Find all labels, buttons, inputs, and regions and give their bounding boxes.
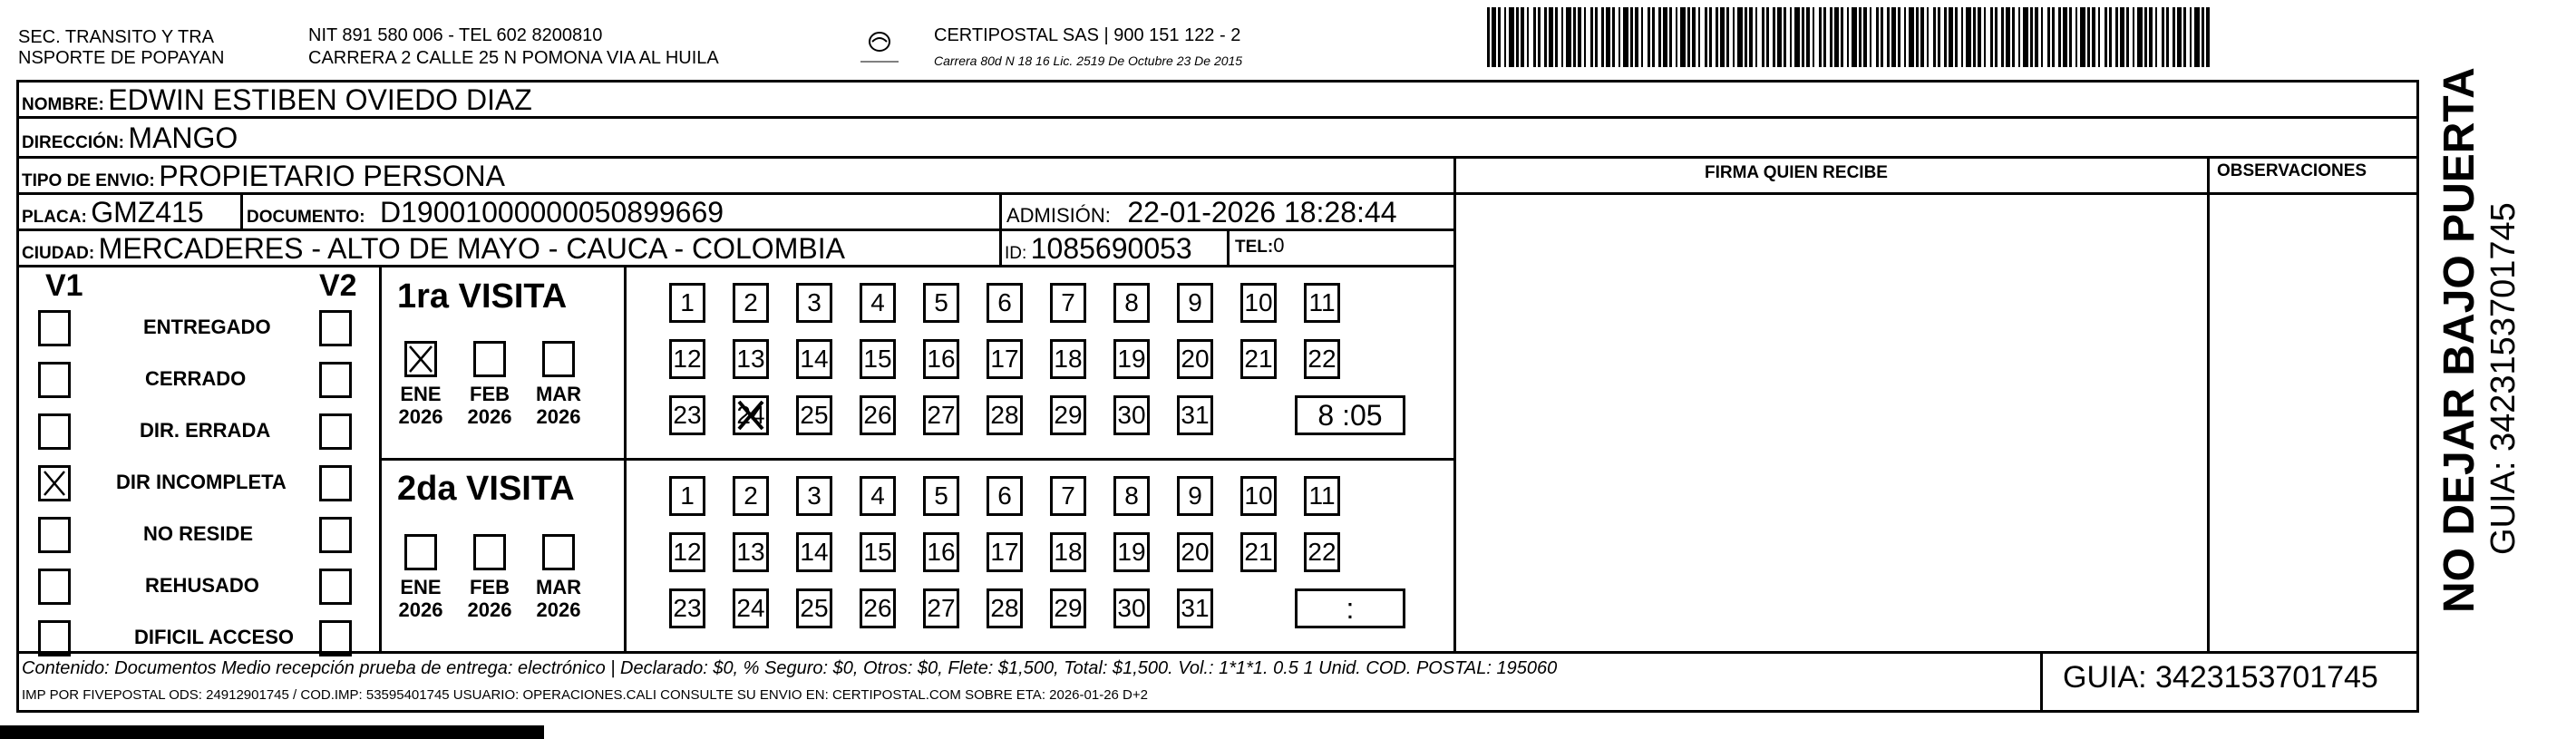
v2-checkbox[interactable]	[319, 517, 352, 553]
visit1-day-box[interactable]: 8	[1113, 283, 1150, 323]
visit2-day-box[interactable]: 21	[1240, 532, 1277, 572]
visit1-title: 1ra VISITA	[397, 277, 568, 316]
status-label: DIR INCOMPLETA	[116, 471, 287, 493]
visit1-day-box[interactable]: 31	[1177, 395, 1213, 435]
visit2-day-box[interactable]: 7	[1050, 476, 1086, 516]
visit2-day-box[interactable]: 4	[860, 476, 896, 516]
placa-value: GMZ415	[91, 196, 204, 229]
v1-checkbox[interactable]	[38, 310, 71, 346]
visit1-day-box[interactable]: 12	[669, 339, 705, 379]
sender-nit: NIT 891 580 006 - TEL 602 8200810	[308, 25, 603, 45]
visit2-day-box[interactable]: 24	[733, 588, 769, 628]
visit2-title: 2da VISITA	[397, 470, 575, 508]
documento-label: DOCUMENTO:	[247, 208, 365, 227]
visit1-day-box[interactable]: 19	[1113, 339, 1150, 379]
visit2-day-box[interactable]: 19	[1113, 532, 1150, 572]
visit1-month-label: ENE	[400, 383, 442, 405]
visit1-day-box[interactable]: 4	[860, 283, 896, 323]
visit1-day-box[interactable]: 2	[733, 283, 769, 323]
visit1-day-box[interactable]: 10	[1240, 283, 1277, 323]
visit2-day-box[interactable]: 6	[987, 476, 1023, 516]
visit2-month-label: FEB	[470, 576, 510, 598]
sender-line-1: SEC. TRANSITO Y TRA	[18, 27, 214, 47]
visit2-day-box[interactable]: 2	[733, 476, 769, 516]
v1-checkbox[interactable]	[38, 620, 71, 656]
v2-checkbox[interactable]	[319, 569, 352, 605]
v1-checkbox[interactable]	[38, 413, 71, 450]
visit2-day-box[interactable]: 3	[796, 476, 832, 516]
visit2-day-box[interactable]: 30	[1113, 588, 1150, 628]
visit1-day-box[interactable]: 7	[1050, 283, 1086, 323]
visit1-day-box[interactable]: 21	[1240, 339, 1277, 379]
visit1-day-box[interactable]: 1	[669, 283, 705, 323]
status-label: ENTREGADO	[143, 316, 271, 338]
visit1-day-box[interactable]: 30	[1113, 395, 1150, 435]
visit1-day-box[interactable]: 13	[733, 339, 769, 379]
visit1-month-checkbox[interactable]	[542, 341, 575, 377]
visit1-day-box[interactable]: 29	[1050, 395, 1086, 435]
visit1-month-year: 2026	[536, 405, 581, 428]
visit1-day-box[interactable]: 26	[860, 395, 896, 435]
v2-label: V2	[319, 268, 357, 303]
bottom-strip	[0, 725, 544, 739]
visit2-day-box[interactable]: 20	[1177, 532, 1213, 572]
tel-label: TEL:	[1235, 238, 1274, 257]
visit1-day-box[interactable]: 28	[987, 395, 1023, 435]
visit2-day-box[interactable]: 22	[1304, 532, 1340, 572]
ciudad-label: CIUDAD:	[22, 244, 95, 263]
visit2-month-year: 2026	[536, 598, 581, 621]
sender-line-2: NSPORTE DE POPAYAN	[18, 48, 225, 68]
v2-checkbox[interactable]	[319, 620, 352, 656]
carrier-logo-icon	[857, 27, 902, 67]
visit2-month-label: ENE	[400, 576, 442, 598]
tipo-envio-label: TIPO DE ENVIO:	[22, 171, 155, 190]
visit2-month-checkbox[interactable]	[473, 534, 506, 570]
observaciones-header: OBSERVACIONES	[2217, 161, 2367, 180]
status-label: CERRADO	[145, 367, 247, 390]
check-x-icon	[407, 344, 434, 374]
tel-value: 0	[1273, 234, 1285, 257]
visit2-day-box[interactable]: 12	[669, 532, 705, 572]
visit1-day-box[interactable]: 5	[923, 283, 959, 323]
visit2-day-box[interactable]: 14	[796, 532, 832, 572]
status-label: DIFICIL ACCESO	[134, 626, 295, 648]
visit1-day-box[interactable]: 14	[796, 339, 832, 379]
v1-checkbox[interactable]	[38, 517, 71, 553]
barcode-icon	[1487, 7, 2212, 67]
v1-label: V1	[45, 268, 83, 303]
visit2-month-year: 2026	[467, 598, 512, 621]
sender-address: CARRERA 2 CALLE 25 N POMONA VIA AL HUILA	[308, 48, 719, 68]
firma-header: FIRMA QUIEN RECIBE	[1705, 163, 1888, 182]
v1-checkbox[interactable]	[38, 465, 71, 501]
visit2-day-box[interactable]: 15	[860, 532, 896, 572]
v1-checkbox[interactable]	[38, 569, 71, 605]
v1-checkbox[interactable]	[38, 362, 71, 398]
visit1-day-box[interactable]: 16	[923, 339, 959, 379]
visit1-day-box[interactable]: 22	[1304, 339, 1340, 379]
carrier-license: Carrera 80d N 18 16 Lic. 2519 De Octubre 23 De 2015	[934, 53, 1243, 68]
visit2-day-box[interactable]: 17	[987, 532, 1023, 572]
tipo-envio-value: PROPIETARIO PERSONA	[159, 160, 505, 192]
visit1-month-year: 2026	[467, 405, 512, 428]
visit2-day-box[interactable]: 10	[1240, 476, 1277, 516]
v2-checkbox[interactable]	[319, 310, 352, 346]
visit1-month-checkbox[interactable]	[473, 341, 506, 377]
carrier-name: CERTIPOSTAL SAS | 900 151 122 - 2	[934, 25, 1241, 45]
status-label: NO RESIDE	[143, 522, 254, 545]
nombre-value: EDWIN ESTIBEN OVIEDO DIAZ	[108, 83, 532, 116]
visit2-day-box[interactable]: 11	[1304, 476, 1340, 516]
footer-imp: IMP POR FIVEPOSTAL ODS: 24912901745 / COD.IMP: 53595401745 USUARIO: OPERACIONES.CALI CONSULTE SU ENVIO EN: CERTIPOSTAL.COM SOBRE ETA: 2026-01-26 D+2	[22, 687, 1148, 703]
visit2-day-box[interactable]: 29	[1050, 588, 1086, 628]
visit2-day-box[interactable]: 1	[669, 476, 705, 516]
side-guia: GUIA: 3423153701745	[2484, 202, 2523, 555]
side-warning: NO DEJAR BAJO PUERTA	[2435, 67, 2484, 613]
visit1-day-box[interactable]: 11	[1304, 283, 1340, 323]
visit2-month-year: 2026	[398, 598, 443, 621]
ciudad-value: MERCADERES - ALTO DE MAYO - CAUCA - COLOMBIA	[98, 232, 845, 265]
footer-guia: GUIA: 3423153701745	[2063, 660, 2378, 695]
status-label: REHUSADO	[145, 574, 259, 597]
admision-label: ADMISIÓN:	[1006, 204, 1111, 227]
visit2-month-label: MAR	[535, 576, 582, 598]
status-label: DIR. ERRADA	[140, 419, 271, 442]
visit2-day-box[interactable]: 13	[733, 532, 769, 572]
visit2-day-box[interactable]: 23	[669, 588, 705, 628]
visit2-day-box[interactable]: 18	[1050, 532, 1086, 572]
visit2-day-box[interactable]: 28	[987, 588, 1023, 628]
visit1-day-box[interactable]: 23	[669, 395, 705, 435]
visit1-day-box[interactable]: 18	[1050, 339, 1086, 379]
nombre-label: NOMBRE:	[22, 95, 104, 114]
visit1-day-box[interactable]: 6	[987, 283, 1023, 323]
visit2-day-box[interactable]: 25	[796, 588, 832, 628]
check-x-icon	[41, 468, 68, 499]
visit1-month-label: MAR	[535, 383, 582, 405]
visit2-day-box[interactable]: 31	[1177, 588, 1213, 628]
visit1-month-year: 2026	[398, 405, 443, 428]
v2-checkbox[interactable]	[319, 465, 352, 501]
visit1-day-box[interactable]: 9	[1177, 283, 1213, 323]
visit1-day-box[interactable]: 24	[733, 395, 769, 435]
placa-label: PLACA:	[22, 208, 87, 227]
visit2-time-box[interactable]: :	[1295, 588, 1405, 628]
visit2-day-box[interactable]: 27	[923, 588, 959, 628]
visit2-month-checkbox[interactable]	[542, 534, 575, 570]
visit2-day-box[interactable]: 26	[860, 588, 896, 628]
direccion-value: MANGO	[128, 122, 238, 154]
visit1-day-box[interactable]: 15	[860, 339, 896, 379]
visit1-month-checkbox[interactable]	[404, 341, 437, 377]
visit2-day-box[interactable]: 9	[1177, 476, 1213, 516]
visit1-time-box[interactable]: 8 :05	[1295, 395, 1405, 435]
visit2-day-box[interactable]: 5	[923, 476, 959, 516]
visit1-day-box[interactable]: 20	[1177, 339, 1213, 379]
visit1-day-box[interactable]: 25	[796, 395, 832, 435]
visit1-day-box[interactable]: 17	[987, 339, 1023, 379]
documento-value: D19001000000050899669	[380, 196, 724, 229]
visit1-day-box[interactable]: 3	[796, 283, 832, 323]
footer-contenido: Contenido: Documentos Medio recepción prueba de entrega: electrónico | Declarado: $0, % Seguro: $0, Otros: $0, Flete: $1,500, Total: $1,500. Vol.: 1*1*1. 0.5 1 Unid. COD. POSTAL: 195060	[22, 658, 1558, 678]
direccion-label: DIRECCIÓN:	[22, 133, 124, 152]
visit2-day-box[interactable]: 16	[923, 532, 959, 572]
v2-checkbox[interactable]	[319, 362, 352, 398]
visit2-month-checkbox[interactable]	[404, 534, 437, 570]
visit1-day-box[interactable]: 27	[923, 395, 959, 435]
visit2-day-box[interactable]: 8	[1113, 476, 1150, 516]
id-value: 1085690053	[1030, 232, 1192, 265]
id-label: ID:	[1005, 244, 1027, 263]
admision-value: 22-01-2026 18:28:44	[1127, 196, 1397, 229]
visit1-month-label: FEB	[470, 383, 510, 405]
v2-checkbox[interactable]	[319, 413, 352, 450]
